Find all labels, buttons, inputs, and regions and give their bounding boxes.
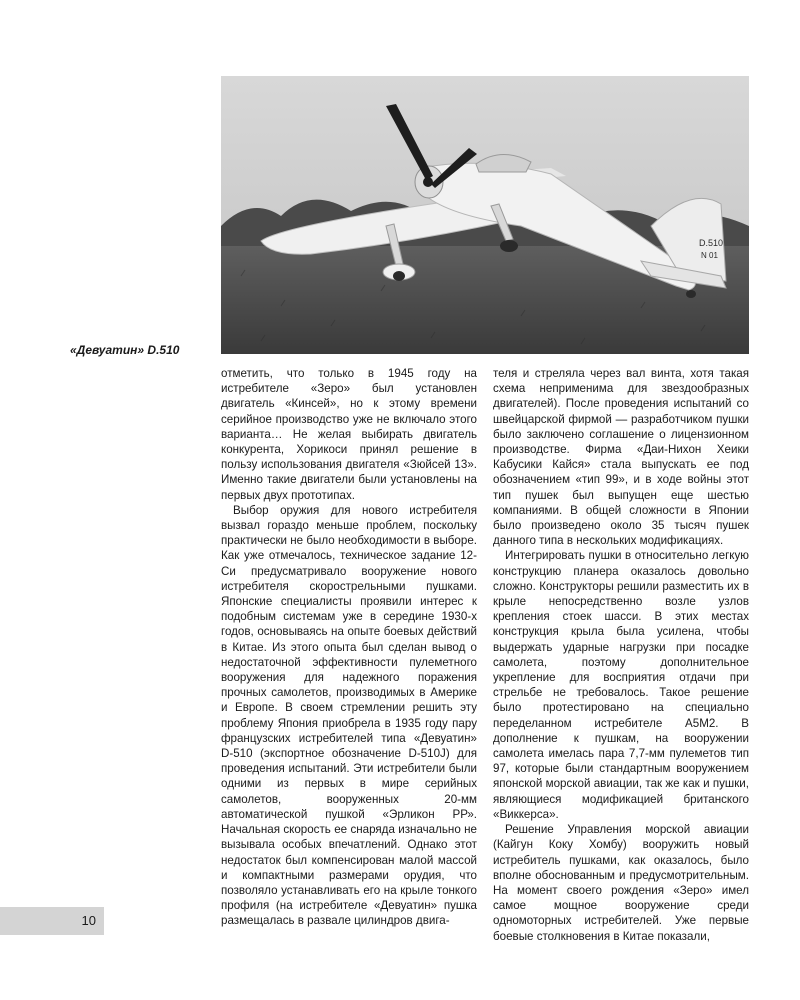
aircraft-photo (221, 76, 749, 354)
figure-caption: «Девуатин» D.510 (70, 343, 180, 357)
left-column (221, 366, 477, 929)
right-paragraph-3: Решение Управления морской авиации (Кайгун Коку Хомбу) вооружить новый истребитель пушками, как оказалось, было вполне обоснованным и предусмотрительным. На момент своего рождения «Зеро» имел самое мощное вооружение среди одномоторных истребителей. Уже первые боевые столкновения в Китае показали, (493, 823, 749, 943)
right-paragraph-2: Интегрировать пушки в относительно легкую конструкцию планера оказалось довольно сложно. Конструкторы решили разместить их в крыле непосредственно возле узлов крепления стоек шасси. В этих местах конструкция крыла была усилена, чтобы выдержать ударные нагрузки при посадке самолета, поэтому дополнительное укрепление для восприятия отдачи при стрельбе не требовалось. Такое решение было протестировано на специально переделанном истребителе А5М2. В дополнение к пушкам, на вооружении самолета имелась пара 7,7-мм пулеметов тип 97, которые были стандартным вооружением японской морской авиации, так же как и пушки, являющиеся модификацией британского «Виккерса». (493, 549, 749, 821)
tail-marking-top: D.510 (699, 238, 724, 248)
left-paragraph-2: Выбор оружия для нового истребителя вызвал гораздо меньше проблем, поскольку практически не было необходимости в выборе. Как уже отмечалось, техническое задание 12-Си предусматривало вооружение нового истребителя скорострельными пушками. Японские специалисты проявили интерес к подобным системам уже в середине 1930-х годов, основываясь на опыте боевых действий в Китае. Из этого опыта был сделан вывод о недостаточной эффективности пулеметного вооружения для надежного поражения прочных самолетов, производимых в Америке и Европе. В своем стремлении решить эту проблему Япония приобрела в 1935 году пару французских истребителей типа «Девуатин» D-510 (экспортное обозначение D-510J) для проведения испытаний. Эти истребители были одними из первых в мире серийных самолетов, вооруженных 20-мм автоматической пушкой «Эрликон РР». Начальная скорость ее снаряда изначально не вызывала особых впечатлений. Однако этот недостаток был компенсирован малой массой и компактными размерами орудия, что позволяло устанавливать его на крыле тонкого профиля (на истребителе «Девуатин» пушка размещалась в развале цилиндров двига- (221, 503, 477, 928)
right-paragraph-1: теля и стреляла через вал винта, хотя такая схема неприменима для звездообразных двигателей). После проведения испытаний со швейцарской фирмой — разработчиком пушки было заключено соглашение о лицензионном производстве. Фирма «Даи-Нихон Хеики Кабусики Кайся» стала выпускать ее под обозначением «тип 99», и в ходе войны этот тип пушек был выпущен еще шестью компаниями. В общей сложности в Японии было произведено около 35 тысяч пушек данного типа в нескольких модификациях. (493, 367, 749, 548)
page-number-box (0, 907, 104, 935)
right-column (493, 366, 749, 944)
aircraft-illustration (221, 76, 749, 354)
page-number: 10 (81, 913, 96, 928)
tail-marking-bottom: N 01 (701, 251, 718, 260)
left-paragraph-1: отметить, что только в 1945 году на истребителе «Зеро» был установлен двигатель «Кинсей», но к этому времени серийное производство уже не включало этого варианта… Не желая выбирать двигатель конкурента, Хорикоси принял решение в пользу использования двигателя «Зюйсей 13». Именно такие двигатели были установлены на первых двух прототипах. (221, 367, 477, 502)
